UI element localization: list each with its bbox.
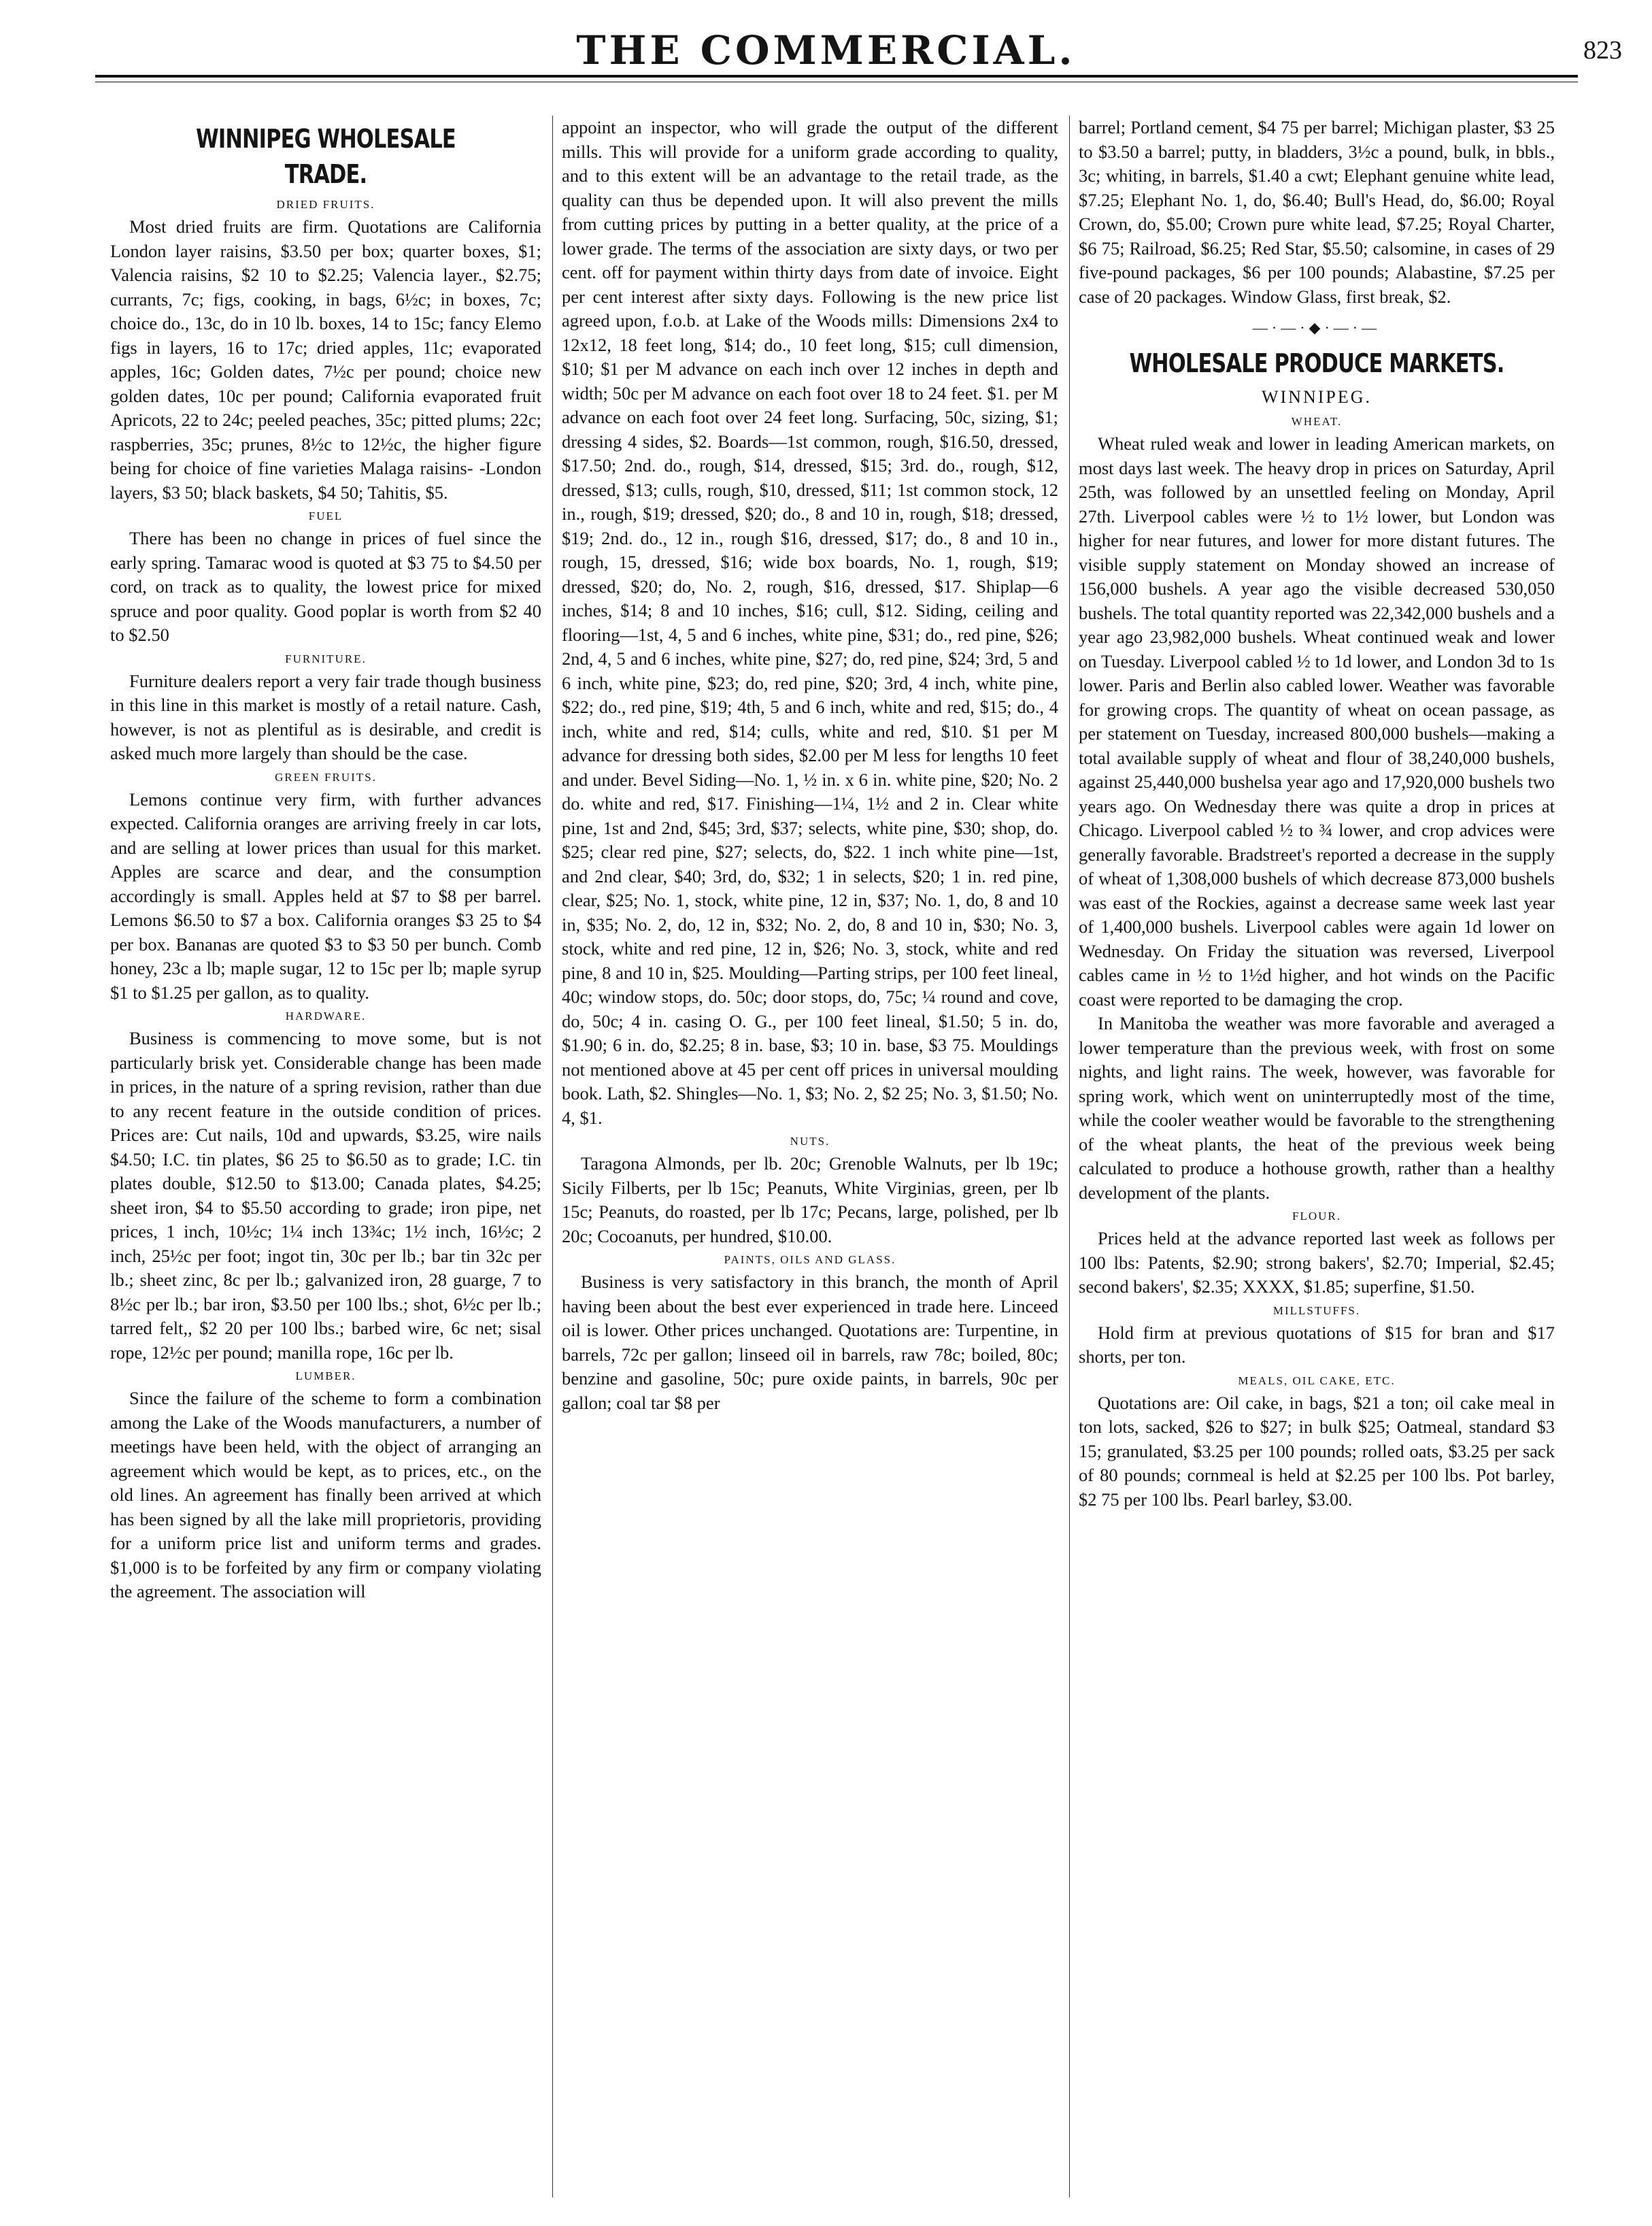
article-paragraph: Business is commencing to move some, but is not particularly brisk yet. Considerable change has been made in prices, in the nature of a spring revision, rather than due to any recent feature in the outside condition of prices. Prices are: Cut nails, 10d and upwards, $3.25, wire nails $4.50; I.C. tin plates, $6 25 to $6.50 as to grade; I.C. tin plates double, $12.50 to $13.00; Canada plates, $4.25; sheet iron, $4 to $5.50 according to grade; iron pipe, net prices, 1 inch, 10½c; 1¼ inch 13¾c; 1½ inch, 16½c; 2 inch, 25½c per foot; ingot tin, 30c per lb.; bar tin 32c per lb.; sheet zinc, 8c per lb.; galvanized iron, 28 guarge, 7 to 8½c per lb.; bar iron, $3.50 per 100 lbs.; shot, 6½c per lb.; tarred felt,, $2 20 per 100 lbs.; barbed wire, 6c net; sisal rope, 12½c per pound; manilla rope, 16c per lb.	[110, 1028, 541, 1363]
subsection-title: MEALS, OIL CAKE, ETC.	[1238, 1374, 1396, 1387]
page-number: 823	[1583, 36, 1622, 65]
column-3	[1079, 116, 1555, 2197]
masthead-rule-thick	[95, 75, 1578, 78]
location-subheading: WINNIPEG.	[1261, 386, 1372, 407]
section-heading: WINNIPEG WHOLESALE TRADE.	[196, 124, 456, 189]
subsection-title: NUTS.	[790, 1135, 830, 1148]
article-paragraph: Most dried fruits are firm. Quotations are California London layer raisins, $3.50 per box; quarter boxes, $1; Valencia raisins, $2 10 to $2.25; Valencia layer., $2.75; currants, 7c; figs, cooking, in bags, 6½c; in boxes, 7c; choice do., 13c, do in 10 lb. boxes, 14 to 15c; fancy Elemo figs in layers, 16 to 17c; dried apples, 11c; evaporated apples, 16c; Golden dates, 7½c per pound; choice new golden dates, 10c per pound; California evaporated fruit Apricots, 22 to 24c; peeled peaches, 35c; pitted plums; 22c; raspberries, 35c; prunes, 8½c to 12½c, the higher figure being for choice of fine varieties Malaga raisins- -London layers, $3 50; black baskets, $4 50; Tahitis, $5.	[110, 216, 541, 503]
article-paragraph: Hold firm at previous quotations of $15 for bran and $17 shorts, per ton.	[1079, 1322, 1555, 1367]
subsection-title: DRIED FRUITS.	[276, 198, 375, 211]
column-1	[110, 116, 541, 2197]
subsection-title: FLOUR.	[1292, 1210, 1341, 1223]
subsection-title: MILLSTUFFS.	[1272, 1303, 1361, 1317]
article-paragraph: Quotations are: Oil cake, in bags, $21 a ton; oil cake meal in ton lots, sacked, $26 to $27; in bulk $25; Oatmeal, standard $3 15; granulated, $3.25 per 100 pounds; rolled oats, $3.25 per sack of 80 pounds; cornmeal is held at $2.25 per 100 lbs. Pot barley, $2 75 per 100 lbs. Pearl barley, $3.00.	[1079, 1392, 1555, 1510]
article-paragraph: Taragona Almonds, per lb. 20c; Grenoble Walnuts, per lb 19c; Sicily Filberts, per lb 15c; Peanuts, White Virginias, green, per lb 15c; Peanuts, do roasted, per lb 17c; Pecans, large, polished, per lb 20c; Cocoanuts, per hundred, $10.00.	[562, 1153, 1058, 1246]
article-paragraph: Lemons continue very firm, with further advances expected. California oranges are arriving freely in car lots, and are selling at lower prices than usual for this market. Apples are scarce and dear, and the consumption accordingly is small. Apples held at $7 to $8 per barrel. Lemons $6.50 to $7 a box. California oranges $3 25 to $4 per box. Bananas are quoted $3 to $3 50 per bunch. Comb honey, 23c a lb; maple sugar, 12 to 15c per lb; maple syrup $1 to $1.25 per gallon, as to quality.	[110, 788, 541, 1003]
subsection-title: LUMBER.	[295, 1369, 356, 1382]
article-paragraph: Wheat ruled weak and lower in leading American markets, on most days last week. The heavy drop in prices on Saturday, April 25th, was followed by an unsettled feeling on Monday, April 27th. Liverpool cables were ½ to 1½ lower, but London was higher for near futures, and lower for more distant futures. The visible supply statement on Monday showed an increase of 156,000 bushels. A year ago the visible decreased 530,050 bushels. The total quantity reported was 22,342,000 bushels and a year ago 23,982,000 bushels. Wheat continued weak and lower on Tuesday. Liverpool cabled ½ to 1d lower, and London 3d to 1s lower. Paris and Berlin also cabled lower. Weather was favorable for growing crops. The quantity of wheat on ocean passage, as per statement on Tuesday, increased 800,000 bushels—making a total available supply of wheat and flour of 38,240,000 bushels, against 25,440,000 bushelsa year ago and 17,920,000 bushels two years ago. On Wednesday there was quite a drop in prices at Chicago. Liverpool cabled ½ to ¾ lower, and crop advices were generally favorable. Bradstreet's reported a decrease in the supply of wheat of 1,308,000 bushels of which decrease 873,000 bushels was east of the Rockies, against a decrease same week last year of 1,400,000 bushels. Liverpool cables were again 1d lower on Wednesday. On Friday the situation was reversed, Liverpool cables came in ½ to 1½d higher, and hot winds on the Pacific coast were reported to be damaging the crop.	[1079, 433, 1555, 1010]
section-heading: WHOLESALE PRODUCE MARKETS.	[1129, 348, 1504, 378]
subsection-title: FUEL	[308, 510, 343, 522]
subsection-title: HARDWARE.	[285, 1010, 367, 1023]
subsection-title: FURNITURE.	[285, 652, 367, 665]
article-paragraph: Business is very satisfactory in this branch, the month of April having been about the best ever experienced in trade here. Linceed oil is lower. Other prices unchanged. Quotations are: Turpentine, in barrels, 72c per gallon; linseed oil in barrels, raw 78c; boiled, 80c; benzine and gasoline, 50c; pure oxide paints, in barrels, 90c per gallon; coal tar $8 per	[562, 1272, 1058, 1413]
column-2	[562, 116, 1058, 2197]
article-paragraph: appoint an inspector, who will grade the output of the different mills. This will provide for a uniform grade according to quality, and to this extent will be an advantage to the retail trade, as the quality can thus be depended upon. It will also prevent the mills from cutting prices by putting in a better quality, at the price of a lower grade. The terms of the association are sixty days, or two per cent. off for payment within thirty days from date of invoice. Eight per cent interest after sixty days. Following is the new price list agreed upon, f.o.b. at Lake of the Woods mills: Dimensions 2x4 to 12x12, 18 feet long, $14; do., 10 feet long, $15; cull dimension, $10; $1 per M advance on each inch over 12 inches in depth and width; 50c per M advance on each foot over 18 to 24 feet. $1. per M advance on each foot over 24 feet long. Surfacing, 50c, sizing, $1; dressing 4 sides, $2. Boards—1st common, rough, $16.50, dressed, $17.50; 2nd. do., rough, $14, dressed, $15; 3rd. do., rough, $12, dressed, $13; culls, rough, $10, dressed, $11; 1st common stock, 12 in., rough, $19; dressed, $20; do., 8 and 10 in, rough, $18; dressed, $19; 2nd. do., 12 in., rough $16, dressed, $17; do., 8 and 10 in., rough, 15, dressed, $16; wide box boards, No. 1, rough, $19; dressed, $20; do, No. 2, rough, $16, dressed, $17. Shiplap—6 inches, $14; 8 and 10 inches, $16; cull, $12. Siding, ceiling and flooring—1st, 4, 5 and 6 inches, white pine, $31; do., red pine, $26; 2nd, 4, 5 and 6 inches, white pine, $27; do, red pine, $24; 3rd, 5 and 6 inch, white pine, $23; do, red pine, $20; 3rd, 4 inch, white pine, $22; do., red pine, $19; 4th, 5 and 6 inch, white and red, $15; do., 4 inch, white and red, $14; culls, white and red, $10. $1 per M advance for dressing both sides, $2.00 per M less for lengths 10 feet and under. Bevel Siding—No. 1, ½ in. x 6 in. white pine, $20; No. 2 do. white and red, $17. Finishing—1¼, 1½ and 2 in. Clear white pine, 1st and 2nd, $45; 3rd, $37; selects, white pine, $30; shop, do. $25; clear red pine, $27; selects, do, $22. 1 inch white pine—1st, and 2nd clear, $40; 3rd, do, $32; 1 in selects, $20; 1 in. red pine, clear, $25; No. 1, stock, white pine, 12 in, $37; No. 1, do, 8 and 10 in, $35; No. 2, do, 12 in, $32; No. 2, do, 8 and 10 in, $30; No. 3, stock, white and red pine, 12 in, $26; No. 3, stock, white and red pine, 8 and 10 in, $25. Moulding—Parting strips, per 100 feet lineal, 40c; window stops, do. 50c; door stops, do, 75c; ¼ round and cove, do, 50c; 4 in. casing O. G., per 100 feet lineal, $1.50; 5 in. do, $1.90; 6 in. do, $2.25; 8 in. base, $3; 10 in. base, $3 75. Mouldings not mentioned above at 45 per cent off prices in universal moulding book. Lath, $2. Shingles—No. 1, $3; No. 2, $2 25; No. 3, $1.50; No. 4, $1.	[562, 117, 1058, 1128]
column-divider	[552, 116, 553, 2197]
article-paragraph: Prices held at the advance reported last week as follows per 100 lbs: Patents, $2.90; strong bakers', $2.70; Imperial, $2.45; second bakers', $2.35; XXXX, $1.85; superfine, $1.50.	[1079, 1228, 1555, 1297]
article-paragraph: There has been no change in prices of fuel since the early spring. Tamarac wood is quoted at $3 75 to $4.50 per cord, on track as to quality, the lowest price for mixed spruce and poor quality. Good poplar is worth from $2 40 to $2.50	[110, 528, 541, 645]
subsection-title: WHEAT.	[1291, 415, 1343, 428]
article-paragraph: barrel; Portland cement, $4 75 per barrel; Michigan plaster, $3 25 to $3.50 a barrel; putty, in bladders, 3½c a pound, bulk, in bbls., 3c; whiting, in barrels, $1.40 a cwt; Elephant genuine white lead, $7.25; Elephant No. 1, do, $6.40; Bull's Head, do, $6.00; Royal Crown, do, $5.00; Crown pure white lead, $7.25; Royal Charter, $6 75; Railroad, $6.25; Red Star, $5.50; calsomine, in cases of 29 five-pound packages, $6 per 100 pounds; Alabastine, $7.25 per case of 20 packages. Window Glass, first break, $2.	[1079, 117, 1555, 307]
article-paragraph: In Manitoba the weather was more favorable and averaged a lower temperature than the previous week, with frost on some nights, and light rains. The week, however, was favorable for spring work, which went on uninterruptedly most of the time, while the cooler weather would be favorable to the strengthening of the wheat plants, the heat of the previous week being calculated to produce a hothouse growth, rather than a healthy development of the plants.	[1079, 1013, 1555, 1203]
subsection-title: PAINTS, OILS AND GLASS.	[724, 1253, 896, 1266]
subsection-title: GREEN FRUITS.	[275, 770, 377, 784]
article-paragraph: Furniture dealers report a very fair trade though business in this line in this market is mostly of a retail nature. Cash, however, is not as plentiful as is desirable, and credit is asked much more largely than should be the case.	[110, 670, 541, 763]
newspaper-title: THE COMMERCIAL.	[576, 27, 1076, 73]
article-paragraph: Since the failure of the scheme to form a combination among the Lake of the Woods manufacturers, a number of meetings have been held, with the object of arranging an agreement which would be kept, as to prices, etc., on the old lines. An agreement has finally been arrived at which has been signed by all the lake mill proprietoris, providing for a uniform price list and uniform terms and grades. $1,000 is to be forfeited by any firm or company violating the agreement. The association will	[110, 1388, 541, 1601]
section-ornament: —·—·◆·—·—	[1252, 319, 1381, 336]
column-divider	[1069, 116, 1070, 2197]
